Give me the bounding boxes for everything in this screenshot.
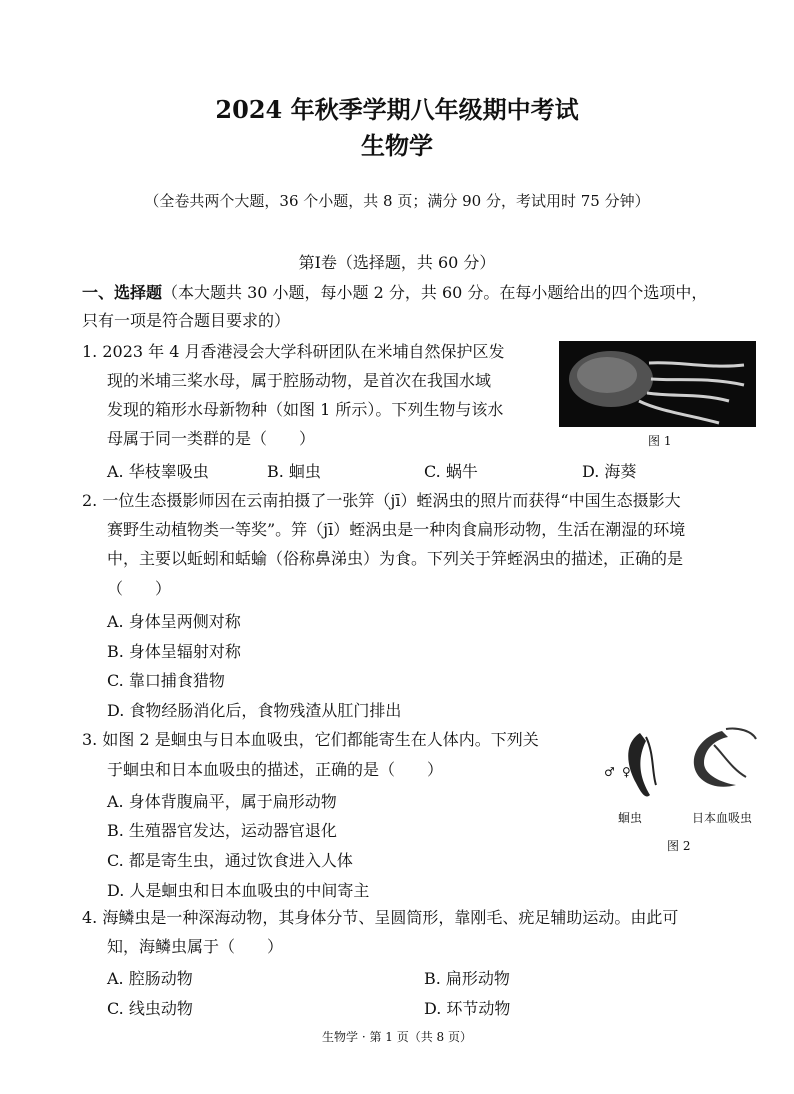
section-desc: （本大题共 30 小题，每小题 2 分，共 60 分。在每小题给出的四个选项中， [162,283,708,302]
q1-line: 1. 2023 年 4 月香港浸会大学科研团队在米埔自然保护区发 [82,342,505,361]
q2-option-b: B. 身体呈辐射对称 [107,642,241,661]
q1-line: 发现的箱形水母新物种（如图 1 所示）。下列生物与该水 [107,400,504,419]
section-desc-2: 只有一项是符合题目要求的） [82,311,291,330]
q1-option-d: D. 海葵 [582,462,637,481]
q4-line: 4. 海鳞虫是一种深海动物，其身体分节、呈圆筒形，靠刚毛、疣足辅助运动。由此可 [82,908,679,927]
q3-line: 3. 如图 2 是蛔虫与日本血吸虫，它们都能寄生在人体内。下列关 [82,730,539,749]
q4-option-b: B. 扁形动物 [424,969,510,988]
page-footer: 生物学 · 第 1 页（共 8 页） [322,1030,472,1044]
q2-option-c: C. 靠口捕食猎物 [107,671,225,690]
male-symbol: ♂ [604,765,615,779]
q2-line: （ ） [107,579,172,598]
section-heading [82,278,707,308]
q1-option-c: C. 蜗牛 [424,462,478,481]
q3-option-b: B. 生殖器官发达，运动器官退化 [107,821,337,840]
q3-option-a: A. 身体背腹扁平，属于扁形动物 [107,792,337,811]
exam-instructions: （全卷共两个大题，36 个小题，共 8 页；满分 90 分，考试用时 75 分钟） [144,192,650,210]
female-symbol: ♀ [622,765,631,779]
section-title: 一、选择题 [82,283,163,302]
q4-line: 知，海鳞虫属于（ ） [107,937,284,956]
figure-2-parasites-drawing [596,725,762,831]
q3-option-d: D. 人是蛔虫和日本血吸虫的中间寄主 [107,881,370,900]
q1-line: 母属于同一类群的是（ ） [107,429,316,448]
q1-option-b: B. 蛔虫 [267,462,321,481]
exam-title: 2024 年秋季学期八年级期中考试 [215,95,579,124]
q1-line: 现的米埔三桨水母，属于腔肠动物，是首次在我国水域 [107,371,492,390]
q4-option-a: A. 腔肠动物 [107,969,193,988]
q3-line: 于蛔虫和日本血吸虫的描述，正确的是（ ） [107,760,444,779]
q4-option-d: D. 环节动物 [424,999,511,1018]
part-label: 第Ⅰ卷（选择题，共 60 分） [298,253,496,272]
q2-option-d: D. 食物经肠消化后，食物残渣从肛门排出 [107,701,402,720]
q2-line: 中，主要以蚯蚓和蛞蝓（俗称鼻涕虫）为食。下列关于笄蛭涡虫的描述，正确的是 [107,549,684,568]
q2-line: 赛野生动植物类一等奖”。笄（jī）蛭涡虫是一种肉食扁形动物，生活在潮湿的环境 [107,520,686,539]
schistosoma-label: 日本血吸虫 [692,811,753,825]
figure-1-jellyfish-image [559,341,756,427]
q2-option-a: A. 身体呈两侧对称 [107,612,241,631]
figure-2-caption: 图 2 [667,839,691,853]
q2-line: 2. 一位生态摄影师因在云南拍摄了一张笄（jī）蛭涡虫的照片而获得“中国生态摄影大 [82,491,681,510]
subject-title: 生物学 [361,131,433,160]
q1-option-a: A. 华枝睾吸虫 [107,462,209,481]
roundworm-label: 蛔虫 [618,811,643,825]
figure-1-caption: 图 1 [648,434,672,448]
q3-option-c: C. 都是寄生虫，通过饮食进入人体 [107,851,353,870]
q4-option-c: C. 线虫动物 [107,999,193,1018]
